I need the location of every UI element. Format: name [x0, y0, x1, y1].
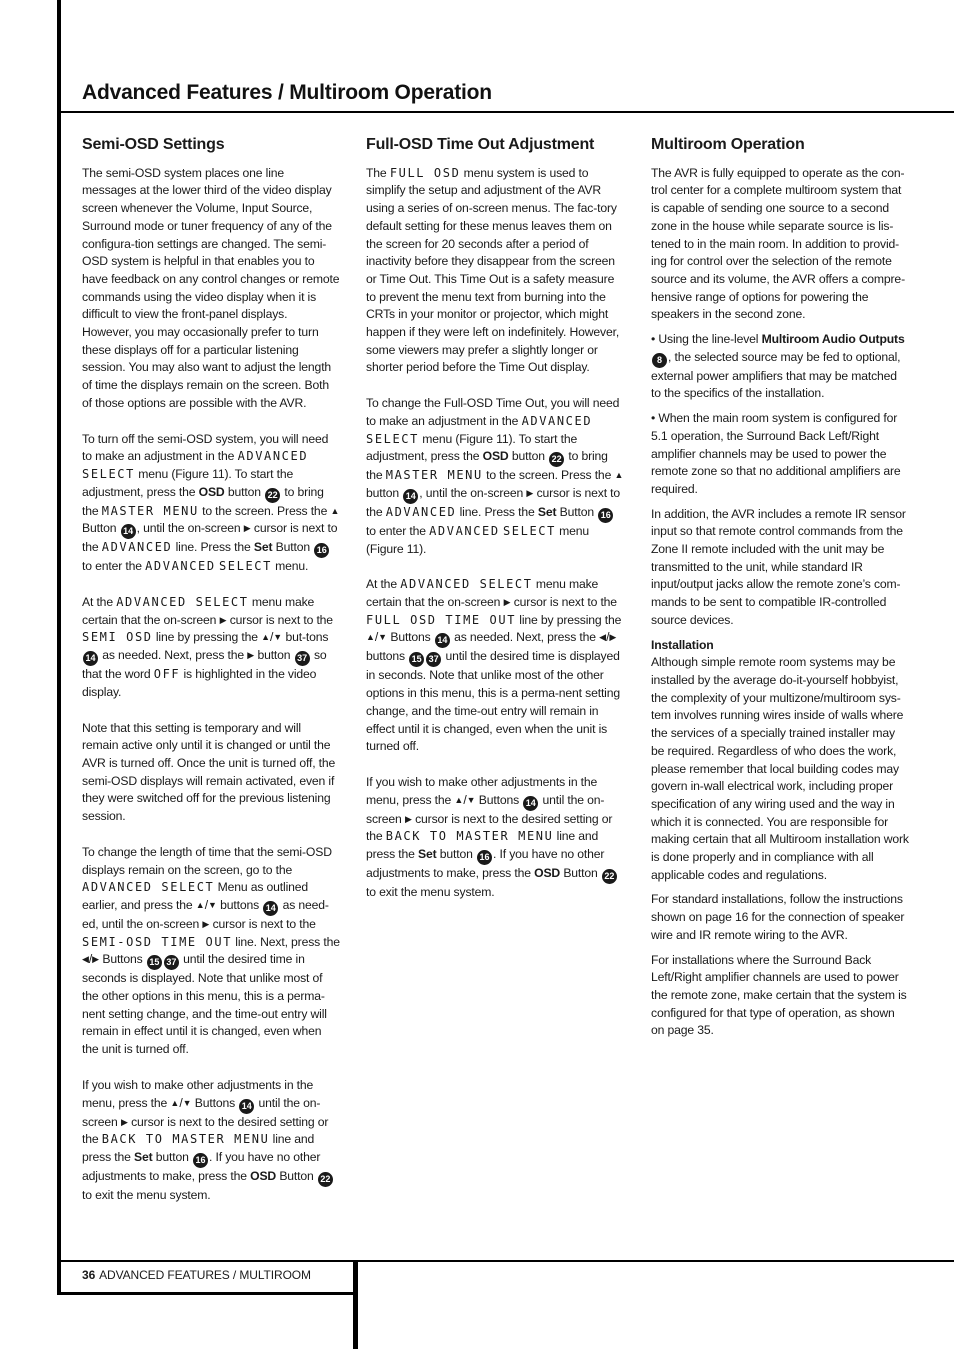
semi-osd-timeout-paragraph: To change the length of time that the semi-OSD displays remain on the screen, go to the ADVANCED SELECT Menu as outlined earlier, and press the ▲/▼ buttons 14 as need-ed, until the on-screen ▶ cursor is next to the SEMI-OSD TIME OUT line. Next, press the ◀/▶ Buttons 15 37 until the desired time in seconds is displayed. Note that unlike most of the other options in this menu, this is a perma-nent setting change, and the time-out entry will remain in effect until it is changed, even when the unit is turned off.	[82, 844, 340, 1057]
right-arrow-icon: ▶	[219, 614, 227, 625]
right-arrow-icon: ▶	[202, 918, 210, 929]
footer-box-rule	[57, 1292, 357, 1295]
right-arrow-icon: ▶	[247, 650, 255, 661]
button-16-icon: 16	[193, 1153, 208, 1168]
left-rule	[57, 0, 61, 1294]
up-arrow-icon: ▲	[195, 899, 205, 910]
footer-box-edge	[353, 1260, 358, 1349]
multiroom-ir-paragraph: In addition, the AVR includes a remote IR sensor input so that remote control commands from the Zone II remote included with the unit may be transmitted to the unit, while standard IR input/output jacks allow the remote zone’s com-mands to be sent to compatible IR-controlled source devices.	[651, 506, 906, 627]
button-14-icon: 14	[403, 489, 418, 504]
semi-osd-heading: Semi-OSD Settings	[82, 136, 225, 153]
installation-standard-paragraph: For standard installations, follow the instructions shown on page 16 for the connection of speaker wire and IR remote wiring to the AVR.	[651, 892, 905, 942]
down-arrow-icon: ▼	[207, 899, 217, 910]
up-arrow-icon: ▲	[170, 1097, 180, 1108]
button-14-icon: 14	[263, 901, 278, 916]
button-15-icon: 15	[409, 652, 424, 667]
button-14-icon: 14	[83, 651, 98, 666]
header-rule	[57, 111, 954, 113]
down-arrow-icon: ▼	[182, 1097, 192, 1108]
installation-paragraph: Although simple remote room systems may be installed by the average do-it-yourself hobbyist, the complexity of your multizone/multiroom sys-tem involves running wires inside of walls where the services of a specially trained installer may be required. Regardless of who does the work, please remember that local building codes may govern in-wall electrical work, including proper specification of any wiring used and the way in which it is connected. You are responsible for making certain that all Multiroom installation work is done properly and in compliance with all applicable codes and regulations.	[651, 655, 909, 882]
button-22-icon: 22	[549, 452, 564, 467]
down-arrow-icon: ▼	[466, 794, 476, 805]
button-8-icon: 8	[652, 353, 667, 368]
button-37-icon: 37	[164, 955, 179, 970]
up-arrow-icon: ▲	[330, 505, 340, 516]
button-14-icon: 14	[121, 524, 136, 539]
multiroom-section	[651, 136, 909, 1047]
button-37-icon: 37	[426, 652, 441, 667]
footer-section-label: ADVANCED FEATURES / MULTIROOM	[99, 1268, 311, 1282]
semi-osd-select-paragraph: At the ADVANCED SELECT menu make certain that the on-screen ▶ cursor is next to the SEMI OSD line by pressing the ▲/▼ but-tons 14 as needed. Next, press the ▶ button 37 so that the word OFF is highlighted in the video display.	[82, 595, 333, 699]
multiroom-bullet-surround: • When the main room system is configured for 5.1 operation, the Surround Back Left/Right amplifier channels may be used to power the remote zone so that no additional amplifiers are required.	[651, 411, 901, 496]
down-arrow-icon: ▼	[273, 632, 283, 643]
installation-surround-paragraph: For installations where the Surround Back Left/Right amplifier channels are used to power the remote zone, make certain that the system is configured for that type of operation, as shown on page 35.	[651, 952, 907, 1038]
left-arrow-icon: ◀	[82, 954, 89, 965]
full-osd-intro: The FULL OSD menu system is used to simplify the setup and adjustment of the AVR using a series of on-screen menus. The fac-tory default setting for these menus leaves them on the screen for 20 seconds after a period of inactivity before they disappear from the screen or Time Out. This Time Out is a safety measure to prevent the menu text from burning into the CRTs in your monitor or projector, which might happen if they were left on indefinitely. However, some viewers may prefer a slightly longer or shorter period before the Time Out display.	[366, 165, 620, 375]
page-number: 36	[82, 1268, 96, 1282]
full-osd-heading: Full-OSD Time Out Adjustment	[366, 136, 595, 153]
semi-osd-turn-off-paragraph: To turn off the semi-OSD system, you will need to make an adjustment in the ADVANCED SELECT menu (Figure 11). To start the adjustment, press the OSD button 22 to bring the MASTER MENU to the screen. Press the ▲ Button 14 , until the on-screen ▶ cursor is next to the ADVANCED line. Press the Set Button 16 to enter the ADVANCED SELECT menu.	[82, 431, 340, 574]
footer-rule	[57, 1260, 954, 1262]
button-14-icon: 14	[523, 796, 538, 811]
full-osd-exit-paragraph: If you wish to make other adjustments in the menu, press the ▲/▼ Buttons 14 until the on-screen ▶ cursor is next to the desired setting or the BACK TO MASTER MENU line and press the Set button 16 . If you have no other adjustments to make, press the OSD Button 22 to exit the menu system.	[366, 774, 624, 902]
right-arrow-icon: ▶	[404, 813, 412, 824]
button-14-icon: 14	[435, 633, 450, 648]
right-arrow-icon: ▶	[243, 523, 251, 534]
osd-button-ref: OSD	[198, 484, 225, 499]
set-button-ref: Set	[253, 540, 273, 555]
page-title: Advanced Features / Multiroom Operation	[82, 81, 492, 104]
button-14-icon: 14	[239, 1099, 254, 1114]
button-16-icon: 16	[314, 543, 329, 558]
semi-osd-temporary-note: Note that this setting is temporary and will remain active only until it is changed or until the AVR is turned off. Once the unit is turned off, the semi-OSD displays will remain activated, even if they were switched off for the previous listening session.	[82, 720, 336, 824]
down-arrow-icon: ▼	[378, 632, 388, 643]
osd-select-label: SELECT	[82, 466, 135, 481]
button-22-icon: 22	[265, 488, 280, 503]
up-arrow-icon: ▲	[261, 632, 271, 643]
up-arrow-icon: ▲	[366, 632, 375, 643]
right-arrow-icon: ▶	[120, 1116, 128, 1127]
button-37-icon: 37	[295, 651, 310, 666]
multiroom-heading: Multiroom Operation	[651, 136, 805, 153]
installation-heading: Installation	[651, 637, 714, 652]
right-arrow-icon: ▶	[92, 954, 100, 965]
semi-osd-section	[82, 136, 340, 1223]
full-osd-change-paragraph: To change the Full-OSD Time Out, you will need to make an adjustment in the ADVANCED SELECT menu (Figure 11). To start the adjustment, press the OSD button 22 to bring the MASTER MENU to the screen. Press the ▲ button 14 , until the on-screen ▶ cursor is next to the ADVANCED line. Press the Set Button 16 to enter the ADVANCED SELECT menu (Figure 11).	[366, 396, 624, 556]
button-15-icon: 15	[147, 955, 162, 970]
button-22-icon: 22	[602, 869, 617, 884]
button-22-icon: 22	[318, 1172, 333, 1187]
multiroom-bullet-outputs: • Using the line-level Multiroom Audio Outputs 8 , the selected source may be fed to optional, external power amplifiers that may be matched to the specifics of the installation.	[651, 332, 905, 401]
page-footer	[82, 1268, 311, 1282]
osd-advanced-label: ADVANCED	[237, 449, 309, 464]
button-16-icon: 16	[598, 508, 613, 523]
button-16-icon: 16	[477, 850, 492, 865]
semi-osd-exit-paragraph: If you wish to make other adjustments in the menu, press the ▲/▼ Buttons 14 until the on-screen ▶ cursor is next to the desired setting or the BACK TO MASTER MENU line and press the Set button 16 . If you have no other adjustments to make, press the OSD Button 22 to exit the menu system.	[82, 1077, 340, 1205]
full-osd-section	[366, 136, 624, 920]
semi-osd-intro: The semi-OSD system places one line messages at the lower third of the video display screen whenever the Volume, Input Source, Surround mode or tuner frequency of any of the configura-tion settings are changed. The semi-OSD system is helpful in that enables you to have feedback on any control changes or remote commands using the video display when it is difficult to view the front-panel displays. However, you may occasionally prefer to turn these displays off for a particular listening session. You may also want to adjust the length of time the displays remain on the screen. Both of those options are possible with the AVR.	[82, 165, 340, 410]
multiroom-intro: The AVR is fully equipped to operate as the con-trol center for a complete multiroom system that is capable of sending one source to a second zone in the house while separate source is lis-tened to in the main room. In addition to provid-ing for control over the selection of the remote source and its volume, the AVR offers a compre-hensive range of options for powering the speakers in the second zone.	[651, 165, 905, 322]
up-arrow-icon: ▲	[454, 794, 464, 805]
left-arrow-icon: ◀	[599, 632, 607, 643]
right-arrow-icon: ▶	[503, 597, 511, 608]
full-osd-select-paragraph: At the ADVANCED SELECT menu make certain that the on-screen ▶ cursor is next to the FULL OSD TIME OUT line by pressing the ▲/▼ Buttons 14 as needed. Next, press the ◀/▶ buttons 15 37 until the desired time is displayed in seconds. Note that unlike most of the other options in this menu, this is a perma-nent setting change, and the time-out entry will remain in effect until it is changed, even when the unit is turned off.	[366, 577, 622, 754]
right-arrow-icon: ▶	[526, 487, 534, 498]
right-arrow-icon: ▶	[609, 632, 617, 643]
up-arrow-icon: ▲	[614, 470, 624, 481]
